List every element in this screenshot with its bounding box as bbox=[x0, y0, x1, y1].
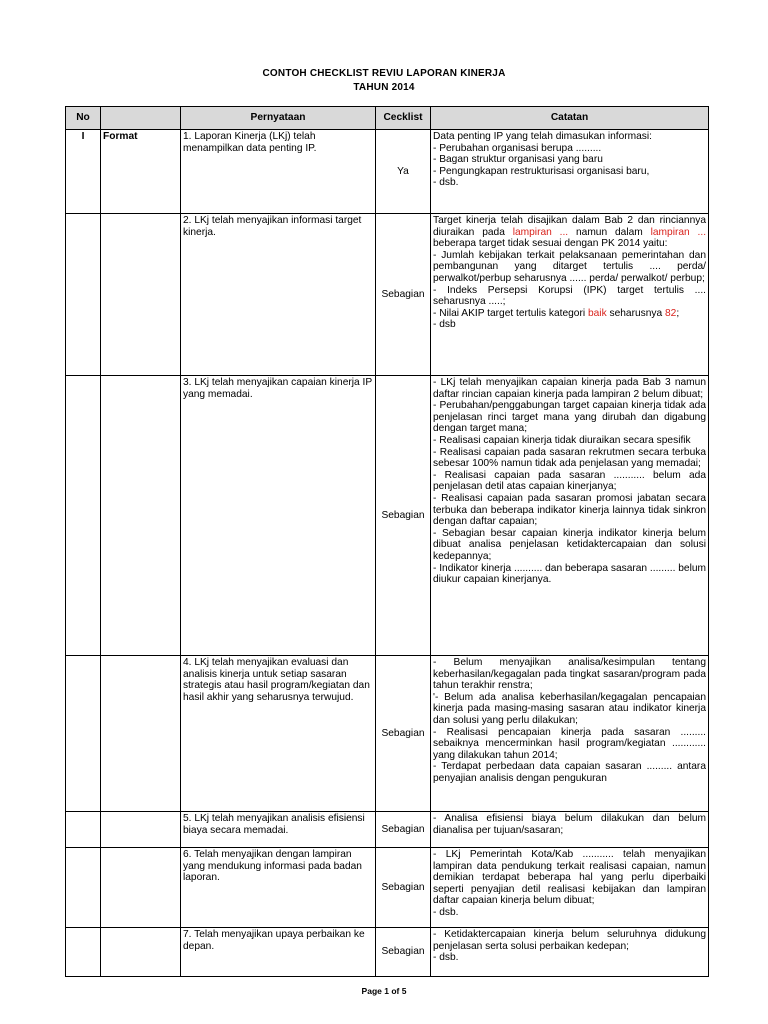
catatan-cell bbox=[431, 812, 709, 848]
catatan-line: - Realisasi pencapaian kinerja pada sasaran ......... sebaiknya mencerminkan hasil program/kegiatan ............ yang dilakukan tahun 2014; bbox=[433, 726, 706, 761]
checklist-table bbox=[65, 106, 709, 977]
catatan-line: Data penting IP yang telah dimasukan informasi: bbox=[433, 131, 652, 142]
catatan-line: - Realisasi capaian kinerja tidak diuraikan secara spesifik bbox=[433, 434, 691, 446]
document-subtitle: TAHUN 2014 bbox=[353, 82, 415, 93]
checklist-cell: Sebagian bbox=[376, 376, 431, 656]
catatan-cell bbox=[431, 130, 709, 214]
catatan-line: - Pengungkapan restrukturisasi organisasi baru, bbox=[433, 165, 650, 177]
checklist-cell: Sebagian bbox=[376, 812, 431, 848]
checklist-cell: Ya bbox=[376, 130, 431, 214]
lampiran-ref: lampiran ... bbox=[512, 226, 569, 238]
section-number: I bbox=[66, 130, 101, 214]
catatan-line: Target kinerja telah disajikan dalam Bab 2 dan rinciannya diuraikan pada lampiran ... namun dalam lampiran ... beberapa target tidak sesuai dengan PK 2014 yaitu: bbox=[433, 215, 707, 250]
catatan-cell bbox=[431, 214, 709, 376]
pernyataan-cell: 2. LKj telah menyajikan informasi target kinerja. bbox=[181, 214, 376, 376]
pernyataan-cell: 6. Telah menyajikan dengan lampiran yang mendukung informasi pada badan laporan. bbox=[181, 848, 376, 928]
table-row bbox=[66, 214, 709, 376]
checklist-cell: Sebagian bbox=[376, 928, 431, 977]
pernyataan-cell: 5. LKj telah menyajikan analisis efisiensi biaya secara memadai. bbox=[181, 812, 376, 848]
catatan-line: - Belum menyajikan analisa/kesimpulan tentang keberhasilan/kegagalan pada tingkat sasaran/program pada tahun terakhir renstra; bbox=[433, 657, 706, 692]
pernyataan-cell: 1. Laporan Kinerja (LKj) telah menampilkan data penting IP. bbox=[181, 130, 376, 214]
lampiran-ref: lampiran ... bbox=[650, 226, 707, 238]
table-row bbox=[66, 376, 709, 656]
catatan-line: '- Belum ada analisa keberhasilan/kegagalan pencapaian kinerja pada masing-masing sasaran atau indikator kinerja dan solusi yang perlu dilakukan; bbox=[433, 691, 706, 726]
catatan-line: - Terdapat perbedaan data capaian sasaran ......... antara penyajian analisis dengan pengukuran bbox=[433, 761, 706, 784]
checklist-cell: Sebagian bbox=[376, 848, 431, 928]
catatan-line: - dsb. bbox=[433, 906, 459, 918]
catatan-line: - Ketidaktercapaian kinerja belum seluruhnya didukung penjelasan serta solusi perbaikan kedepan; bbox=[433, 929, 706, 952]
pernyataan-cell: 7. Telah menyajikan upaya perbaikan ke depan. bbox=[181, 928, 376, 977]
catatan-cell bbox=[431, 656, 709, 812]
col-header-catatan: Catatan bbox=[431, 107, 709, 130]
col-header-section bbox=[101, 107, 181, 130]
col-header-no: No bbox=[66, 107, 101, 130]
catatan-line: - Perubahan organisasi berupa ......... bbox=[433, 142, 602, 154]
catatan-line: - LKj Pemerintah Kota/Kab ........... telah menyajikan lampiran data pendukung terkait realisasi capaian, namun demikian terdapat beberapa hal yang perlu diperbaiki seperti penyajian detil realisasi kebijakan dan lampiran daftar capaian kinerja belum dibuat; bbox=[433, 849, 706, 907]
page-number: Page 1 of 5 bbox=[361, 986, 407, 996]
highlight-82: 82 bbox=[665, 307, 677, 319]
catatan-line: - Perubahan/penggabungan target capaian kinerja tidak ada penjelasan rinci target mana yang dirubah dan digabung dengan target mana; bbox=[433, 400, 706, 435]
catatan-line: - Realisasi capaian pada sasaran rekrutmen secara terbuka sebesar 100% namun tidak ada penjelasan yang memadai; bbox=[433, 446, 706, 470]
document-title: CONTOH CHECKLIST REVIU LAPORAN KINERJA bbox=[262, 68, 506, 79]
checklist-cell: Sebagian bbox=[376, 214, 431, 376]
catatan-line: - Realisasi capaian pada sasaran promosi jabatan secara terbuka dan beberapa indikator kinerja lainnya tidak sinkron dengan daftar capaian; bbox=[433, 492, 706, 528]
pernyataan-cell: 3. LKj telah menyajikan capaian kinerja IP yang memadai. bbox=[181, 376, 376, 656]
catatan-line: - LKj telah menyajikan capaian kinerja pada Bab 3 namun daftar rincian capaian kinerja pada lampiran 2 belum dibuat; bbox=[433, 377, 706, 400]
col-header-checklist: Cecklist bbox=[376, 107, 431, 130]
catatan-cell bbox=[431, 848, 709, 928]
table-row bbox=[66, 130, 709, 214]
catatan-line: - Sebagian besar capaian kinerja indikator kinerja belum dibuat analisa penjelasan ketidaktercapaian dan solusi kedepannya; bbox=[433, 527, 706, 562]
highlight-baik: baik bbox=[587, 307, 607, 319]
catatan-line: - Nilai AKIP target tertulis kategori baik seharusnya 82; bbox=[433, 307, 680, 319]
section-name: Format bbox=[101, 130, 181, 214]
catatan-line: - Realisasi capaian pada sasaran ........... belum ada penjelasan detil atas capaian kinerjanya; bbox=[433, 469, 706, 493]
col-header-pernyataan: Pernyataan bbox=[181, 107, 376, 130]
catatan-line: - Indeks Persepsi Korupsi (IPK) target tertulis .... seharusnya .....; bbox=[433, 284, 706, 308]
catatan-line: - dsb. bbox=[433, 177, 459, 189]
table-row bbox=[66, 812, 709, 848]
catatan-cell bbox=[431, 928, 709, 977]
catatan-line: - dsb bbox=[433, 319, 456, 331]
catatan-line: - Indikator kinerja .......... dan beberapa sasaran ......... belum diukur capaian kinerjanya. bbox=[433, 562, 706, 586]
pernyataan-cell: 4. LKj telah menyajikan evaluasi dan analisis kinerja untuk setiap sasaran strategis atau hasil program/kegiatan dan hasil akhir yang seharusnya terwujud. bbox=[181, 656, 376, 812]
catatan-line: - Bagan struktur organisasi yang baru bbox=[433, 154, 603, 166]
table-row bbox=[66, 928, 709, 977]
catatan-line: - dsb. bbox=[433, 952, 459, 964]
table-row bbox=[66, 656, 709, 812]
checklist-cell: Sebagian bbox=[376, 656, 431, 812]
catatan-cell bbox=[431, 376, 709, 656]
table-header-row bbox=[66, 107, 709, 130]
catatan-line: - Jumlah kebijakan terkait pelaksanaan pemerintahan dan pembangunan yang ditarget tertulis .... perda/ perwalkot/perbup seharusnya ...... perda/ perwalkot/ perbup; bbox=[433, 249, 706, 284]
table-row bbox=[66, 848, 709, 928]
catatan-line: - Analisa efisiensi biaya belum dilakukan dan belum dianalisa per tujuan/sasaran; bbox=[433, 813, 706, 836]
